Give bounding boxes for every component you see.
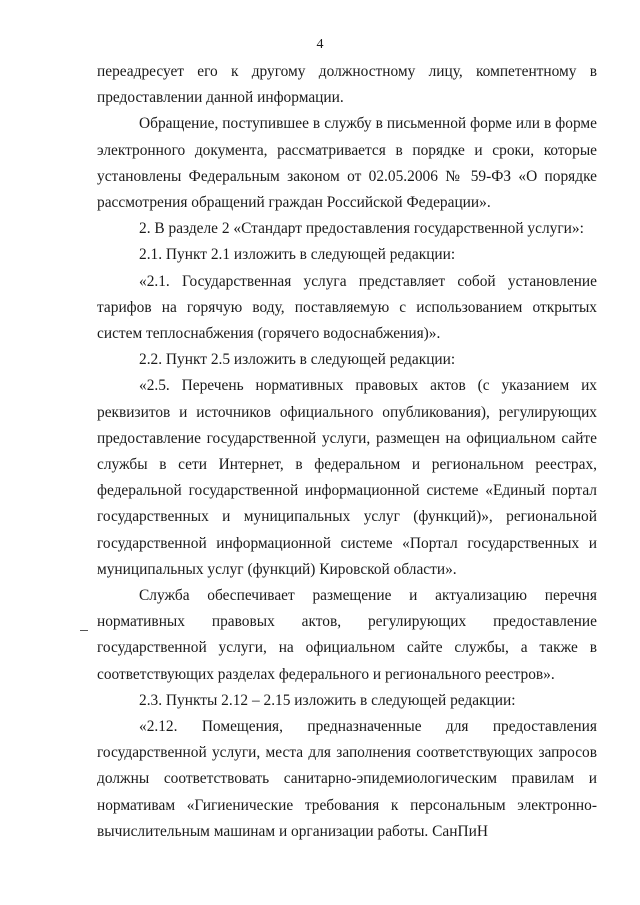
margin-mark xyxy=(80,630,88,631)
paragraph-item-2-1-text: «2.1. Государственная услуга представляет собой установление тарифов на горячую воду, поставляемую с использованием открытых систем теплоснабжения (горячего водоснабжения)». xyxy=(97,272,597,343)
paragraph-item-2-3: 2.3. Пункты 2.12 – 2.15 изложить в следующей редакции: xyxy=(139,691,516,709)
paragraph-appeal-review: Обращение, поступившее в службу в письменной форме или в форме электронного документа, рассматривается в порядке и сроки, которые установлены Федеральным законом от 02.05.2006 № 59-ФЗ «О порядке рассмотрения обращений граждан Российской Федерации». xyxy=(97,115,597,212)
paragraph-continuation: переадресует его к другому должностному лицу, компетентному в предоставлении данной информации. xyxy=(97,63,597,107)
paragraph-service-list: Служба обеспечивает размещение и актуализацию перечня нормативных правовых актов, регулирующих предоставление государственной услуги, на официальном сайте службы, а также в соответствующих разделах федерального и регионального реестров». xyxy=(97,587,597,683)
paragraph-item-2-5-text: «2.5. Перечень нормативных правовых актов (с указанием их реквизитов и источников официального опубликования), регулирующих предоставление государственной услуги, размещен на официальном сайте службы в сети Интернет, в федеральном и региональном реестрах, федеральной государственной информационной системе «Единый портал государственных и муниципальных услуг (функций)», региональной государственной информационной системе «Портал государственных и муниципальных услуг (функций) Кировской области». xyxy=(97,377,597,578)
document-body xyxy=(97,59,597,845)
paragraph-section-2: 2. В разделе 2 «Стандарт предоставления государственной услуги»: xyxy=(139,220,584,238)
paragraph-item-2-1: 2.1. Пункт 2.1 изложить в следующей редакции: xyxy=(139,246,456,264)
page-number: 4 xyxy=(316,37,324,52)
paragraph-item-2-12-text: «2.12. Помещения, предназначенные для предоставления государственной услуги, места для заполнения соответствующих запросов должны соответствовать санитарно-эпидемиологическим правилам и нормативам «Гигиенические требования к персональным электронно-вычислительным машинам и организации работы. СанПиН xyxy=(97,718,597,840)
paragraph-item-2-2: 2.2. Пункт 2.5 изложить в следующей редакции: xyxy=(139,351,456,369)
